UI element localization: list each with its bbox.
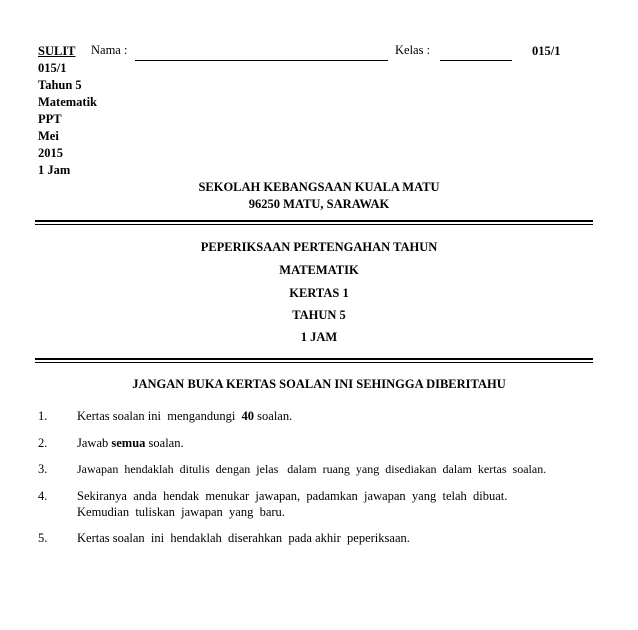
school-address: 96250 MATU, SARAWAK [248,197,390,211]
instruction-2: Jawab semua soalan. [77,436,184,450]
name-field[interactable] [135,60,388,61]
exam-level: TAHUN 5 [292,308,346,322]
name-label: Nama : [91,43,128,57]
exam-year: 2015 [38,146,63,160]
exam-type: PPT [38,112,62,126]
instruction-5: Kertas soalan ini hendaklah diserahkan pada akhir peperiksaan. [77,531,410,545]
instruction-number: 1. [38,409,48,423]
year-level: Tahun 5 [38,78,82,92]
class-label: Kelas : [395,43,431,57]
instruction-3: Jawapan hendaklah ditulis dengan jelas dalam ruang yang disediakan dalam kertas soalan. [77,462,547,476]
subject: Matematik [38,95,98,109]
instruction-number: 2. [38,436,48,450]
instruction-number: 3. [38,462,48,476]
exam-title: PEPERIKSAAN PERTENGAHAN TAHUN [200,240,438,254]
warning-heading: JANGAN BUKA KERTAS SOALAN INI SEHINGGA DIBERITAHU [132,377,506,391]
instruction-number: 5. [38,531,48,545]
paper-code: 015/1 [38,61,67,75]
bottom-divider [35,358,593,363]
instruction-4-continued: Kemudian tuliskan jawapan yang baru. [77,505,285,519]
top-divider [35,220,593,225]
instruction-number: 4. [38,489,48,503]
exam-month: Mei [38,129,59,143]
instruction-4: Sekiranya anda hendak menukar jawapan, padamkan jawapan yang telah dibuat. [77,489,508,503]
sulit-label: SULIT [38,44,76,58]
exam-time: 1 JAM [300,330,338,344]
school-name: SEKOLAH KEBANGSAAN KUALA MATU [198,180,440,194]
exam-duration: 1 Jam [38,163,71,177]
paper-code-right: 015/1 [532,44,561,58]
class-field[interactable] [440,60,512,61]
exam-subject: MATEMATIK [279,263,359,277]
exam-paper: KERTAS 1 [289,286,349,300]
instruction-1: Kertas soalan ini mengandungi 40 soalan. [77,409,293,423]
